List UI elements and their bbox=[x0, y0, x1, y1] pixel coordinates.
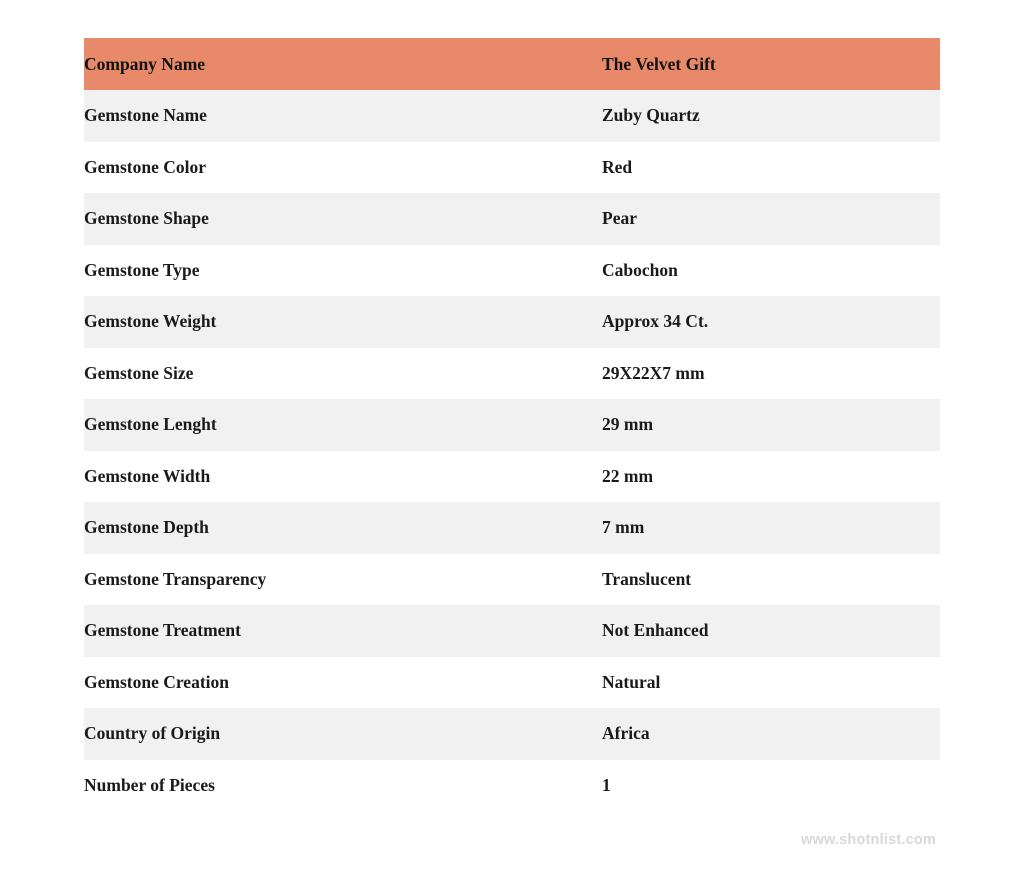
row-label-cell: Number of Pieces bbox=[84, 760, 602, 812]
row-value-cell: Africa bbox=[602, 708, 940, 760]
row-label-cell: Gemstone Creation bbox=[84, 657, 602, 709]
table-header-row bbox=[84, 38, 940, 90]
header-label-cell: Company Name bbox=[84, 38, 602, 90]
row-value-cell: 7 mm bbox=[602, 502, 940, 554]
row-label-cell: Country of Origin bbox=[84, 708, 602, 760]
row-label-cell: Gemstone Size bbox=[84, 348, 602, 400]
table-row bbox=[84, 605, 940, 657]
row-value-cell: Not Enhanced bbox=[602, 605, 940, 657]
row-label-cell: Gemstone Treatment bbox=[84, 605, 602, 657]
table-row bbox=[84, 193, 940, 245]
table-row bbox=[84, 502, 940, 554]
spec-table-body bbox=[84, 38, 940, 90]
row-value-cell: Translucent bbox=[602, 554, 940, 606]
watermark: www.shotnlist.com bbox=[801, 832, 936, 848]
table-row bbox=[84, 708, 940, 760]
row-value-cell: 1 bbox=[602, 760, 940, 812]
row-value-cell: Red bbox=[602, 142, 940, 194]
row-label-cell: Gemstone Lenght bbox=[84, 399, 602, 451]
row-label-cell: Gemstone Shape bbox=[84, 193, 602, 245]
gemstone-spec-sheet bbox=[84, 38, 940, 811]
row-label-cell: Gemstone Type bbox=[84, 245, 602, 297]
row-value-cell: 22 mm bbox=[602, 451, 940, 503]
header-value-cell: The Velvet Gift bbox=[602, 38, 940, 90]
row-label-cell: Gemstone Width bbox=[84, 451, 602, 503]
row-value-cell: Cabochon bbox=[602, 245, 940, 297]
row-value-cell: Zuby Quartz bbox=[602, 90, 940, 142]
table-row bbox=[84, 348, 940, 400]
table-row bbox=[84, 657, 940, 709]
table-row bbox=[84, 142, 940, 194]
row-label-cell: Gemstone Transparency bbox=[84, 554, 602, 606]
spec-rows-body bbox=[84, 90, 940, 811]
table-row bbox=[84, 245, 940, 297]
row-label-cell: Gemstone Depth bbox=[84, 502, 602, 554]
row-value-cell: Pear bbox=[602, 193, 940, 245]
row-value-cell: 29 mm bbox=[602, 399, 940, 451]
gemstone-spec-table bbox=[84, 38, 940, 811]
row-value-cell: 29X22X7 mm bbox=[602, 348, 940, 400]
row-label-cell: Gemstone Color bbox=[84, 142, 602, 194]
row-label-cell: Gemstone Weight bbox=[84, 296, 602, 348]
table-row bbox=[84, 296, 940, 348]
row-label-cell: Gemstone Name bbox=[84, 90, 602, 142]
row-value-cell: Natural bbox=[602, 657, 940, 709]
table-row bbox=[84, 90, 940, 142]
table-row bbox=[84, 554, 940, 606]
table-row bbox=[84, 760, 940, 812]
table-row bbox=[84, 451, 940, 503]
table-row bbox=[84, 399, 940, 451]
row-value-cell: Approx 34 Ct. bbox=[602, 296, 940, 348]
